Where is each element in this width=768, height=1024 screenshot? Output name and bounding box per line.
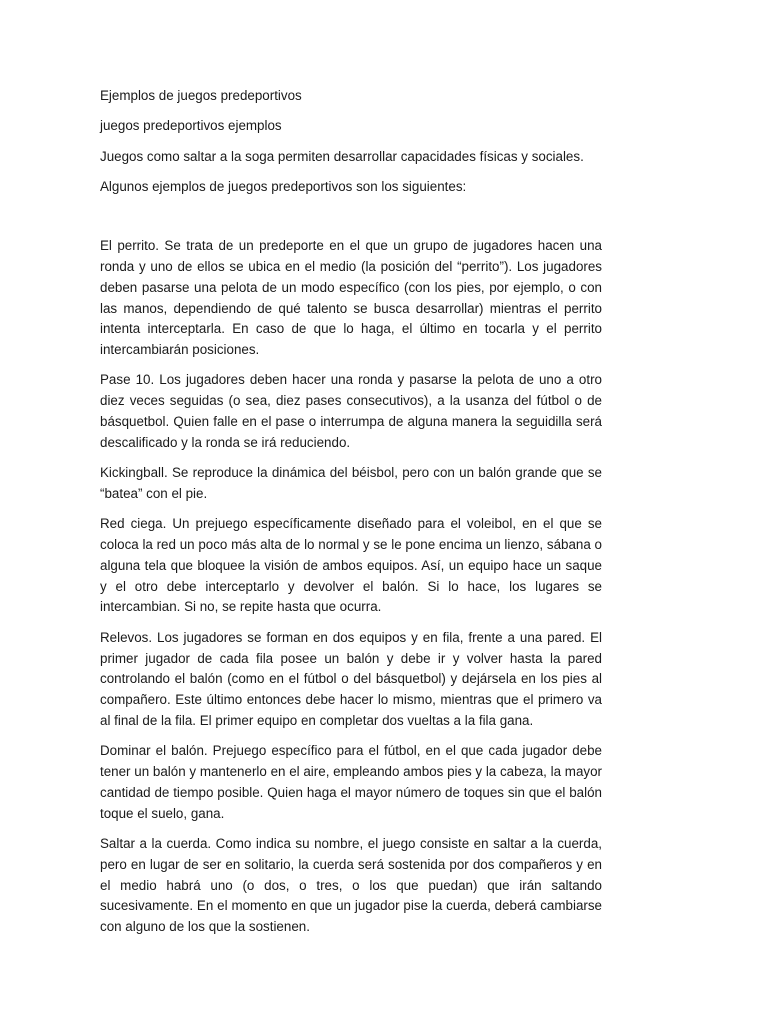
document-subtitle: juegos predeportivos ejemplos [100,118,282,134]
paragraph-red-ciega: Red ciega. Un prejuego específicamente diseñado para el voleibol, en el que se coloca la red un poco más alta de lo normal y se le pone encima un lienzo, sábana o alguna tela que bloquee la visión de ambos equipos. Así, un equipo hace un saque y el otro debe interceptarlo y devolver el balón. Si lo hace, los lugares se intercambian. Si no, se repite hasta que ocurra. [100,516,602,615]
paragraph-pase-10: Pase 10. Los jugadores deben hacer una ronda y pasarse la pelota de uno a otro diez veces seguidas (o sea, diez pases consecutivos), a la usanza del fútbol o de básquetbol. Quien falle en el pase o interrumpa de alguna manera la seguidilla será descalificado y la ronda se irá reduciendo. [100,372,602,450]
intro-sentence: Juegos como saltar a la soga permiten desarrollar capacidades físicas y sociales. [100,148,584,164]
paragraph-dominar-el-balon: Dominar el balón. Prejuego específico para el fútbol, en el que cada jugador debe tener un balón y mantenerlo en el aire, empleando ambos pies y la cabeza, la mayor cantidad de tiempo posible. Quien haga el mayor número de toques sin que el balón toque el suelo, gana. [100,743,602,821]
paragraph-el-perrito: El perrito. Se trata de un predeporte en el que un grupo de jugadores hacen una ronda y uno de ellos se ubica en el medio (la posición del “perrito”). Los jugadores deben pasarse una pelota de un modo específico (con los pies, por ejemplo, o con las manos, dependiendo de qué talento se busca desarrollar) mientras el perrito intenta interceptarla. En caso de que lo haga, el último en tocarla y el perrito intercambiarán posiciones. [100,238,602,358]
paragraph-relevos: Relevos. Los jugadores se forman en dos equipos y en fila, frente a una pared. El primer jugador de cada fila posee un balón y debe ir y volver hasta la pared controlando el balón (como en el fútbol o del básquetbol) y dejársela en los pies al compañero. Este último entonces debe hacer lo mismo, mientras que el primero va al final de la fila. El primer equipo en completar dos vueltas a la fila gana. [100,629,602,728]
document-title: Ejemplos de juegos predeportivos [100,88,302,103]
document-page [100,86,602,947]
paragraph-saltar-a-la-cuerda: Saltar a la cuerda. Como indica su nombre, el juego consiste en saltar a la cuerda, pero en lugar de ser en solitario, la cuerda será sostenida por dos compañeros y en el medio habrá uno (o dos, o tres, o los que puedan) que irán saltando sucesivamente. En el momento en que un jugador pise la cuerda, deberá cambiarse con alguno de los que la sostienen. [100,835,602,935]
examples-intro: Algunos ejemplos de juegos predeportivos son los siguientes: [100,178,467,194]
blank-line [100,207,602,236]
paragraph-kickingball: Kickingball. Se reproduce la dinámica del béisbol, pero con un balón grande que se “batea” con el pie. [100,465,602,501]
